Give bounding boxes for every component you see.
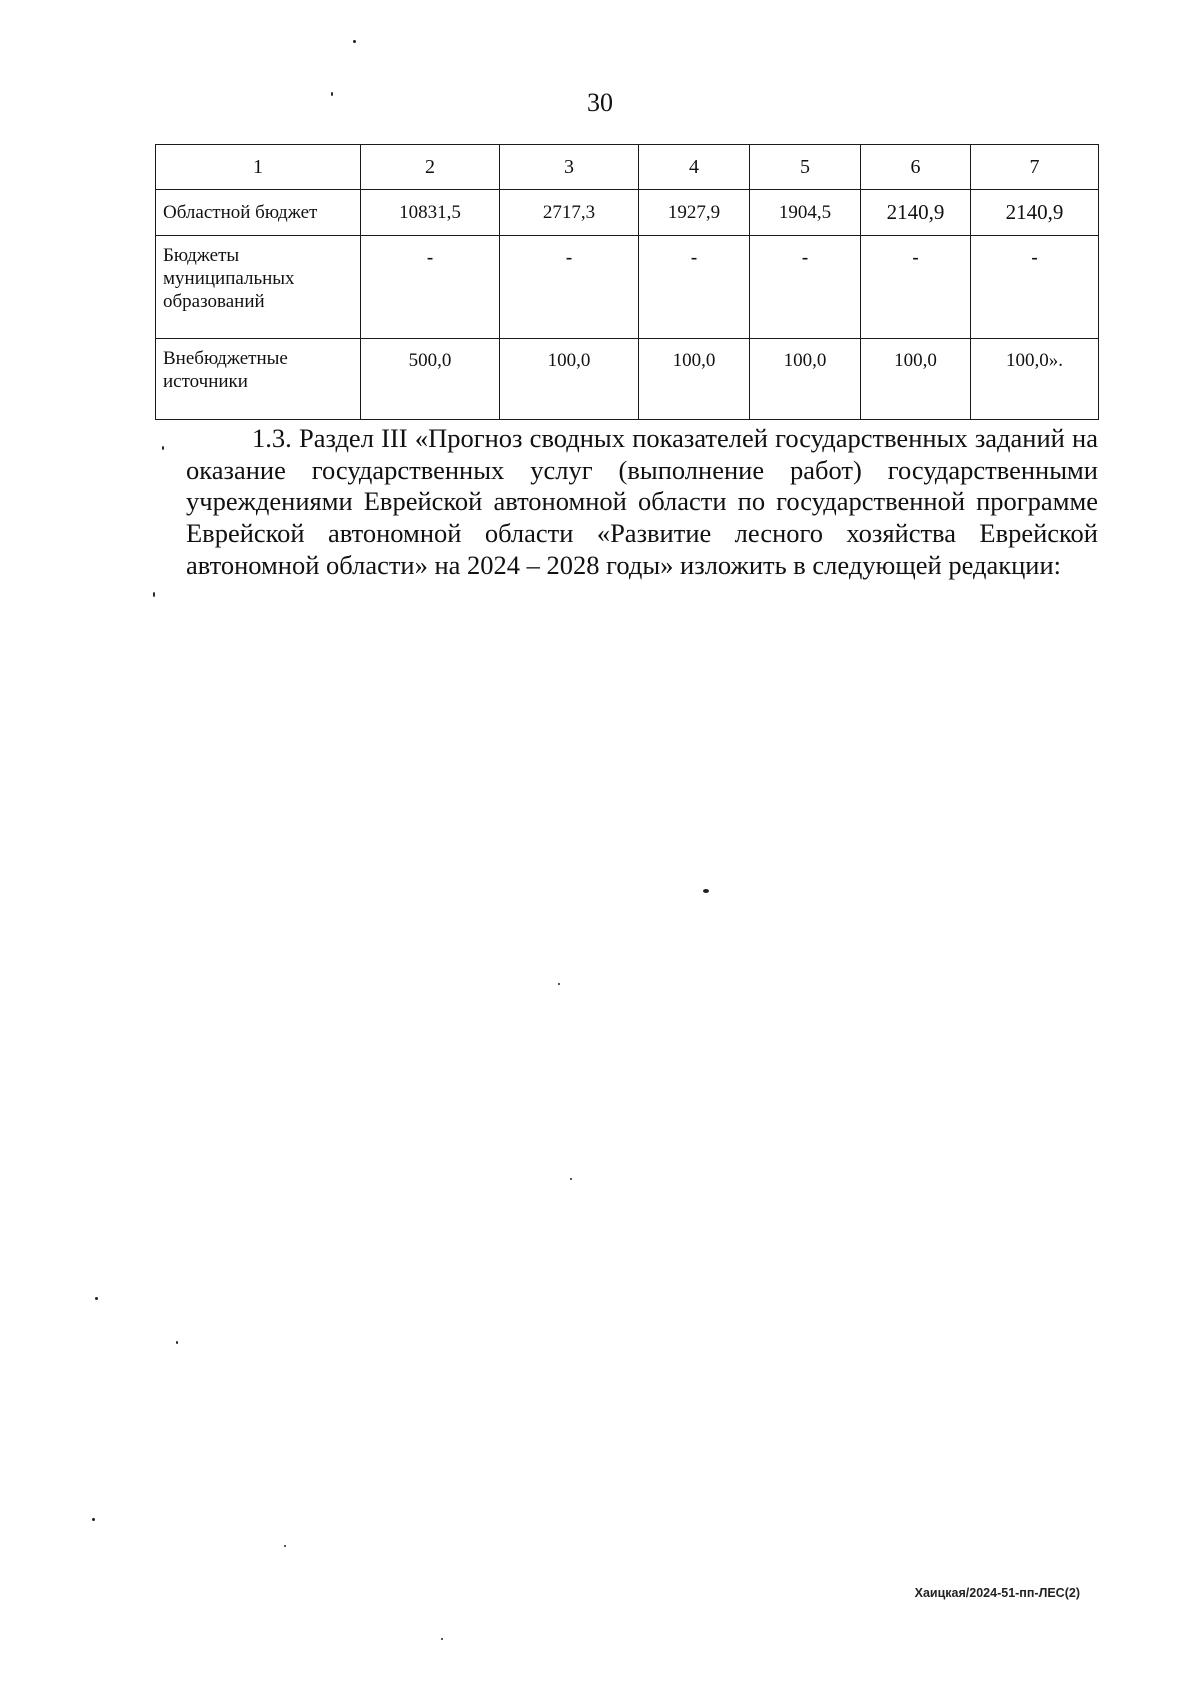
table-cell: - [861, 236, 971, 339]
table-cell: 500,0 [361, 339, 500, 420]
table-cell: - [500, 236, 639, 339]
scan-speck [441, 1638, 443, 1640]
scan-speck [284, 1545, 286, 1547]
scan-speck [92, 1518, 95, 1521]
scan-speck [153, 592, 155, 597]
table-cell: - [750, 236, 861, 339]
table-header-row [156, 145, 1099, 190]
page-number: 30 [587, 88, 613, 117]
table-cell: - [639, 236, 750, 339]
budget-table [155, 144, 1099, 420]
scan-speck [176, 1341, 178, 1344]
table-row [156, 190, 1099, 236]
column-number: 5 [750, 145, 861, 190]
column-number: 2 [361, 145, 500, 190]
table-cell: 1904,5 [750, 190, 861, 236]
column-number: 7 [971, 145, 1099, 190]
table-row [156, 236, 1099, 339]
row-label: Областной бюджет [156, 190, 361, 236]
table-cell: 1927,9 [639, 190, 750, 236]
scan-speck [353, 40, 356, 43]
table-cell: 100,0». [971, 339, 1099, 420]
table-cell: 100,0 [861, 339, 971, 420]
table-cell: 100,0 [639, 339, 750, 420]
amendment-paragraph: 1.3. Раздел III «Прогноз сводных показателей государственных заданий на оказание государственных услуг (выполнение работ) государственными учреждениями Еврейской автономной области по государственной программе Еврейской автономной области «Развитие лесного хозяйства Еврейской автономной области» на 2024 – 2028 годы» изложить в следующей редакции: [186, 423, 1098, 580]
column-number: 6 [861, 145, 971, 190]
table-cell: 100,0 [750, 339, 861, 420]
table-cell: 10831,5 [361, 190, 500, 236]
column-number: 1 [156, 145, 361, 190]
scan-speck [558, 983, 560, 985]
table-cell: 2717,3 [500, 190, 639, 236]
table-cell: 2140,9 [861, 190, 971, 236]
scan-speck [703, 889, 709, 893]
row-label: Бюджеты муниципальных образований [156, 236, 361, 339]
column-number: 4 [639, 145, 750, 190]
table-cell: - [971, 236, 1099, 339]
table-cell: 2140,9 [971, 190, 1099, 236]
table-row [156, 339, 1099, 420]
column-number: 3 [500, 145, 639, 190]
scan-speck [331, 92, 333, 96]
table-cell: 100,0 [500, 339, 639, 420]
scan-speck [95, 1297, 98, 1300]
table-cell: - [361, 236, 500, 339]
document-code: Хаицкая/2024-51-пп-ЛЕС(2) [914, 1586, 1080, 1600]
row-label: Внебюджетные источники [156, 339, 361, 420]
scan-speck [570, 1178, 572, 1180]
scan-speck [162, 446, 164, 450]
